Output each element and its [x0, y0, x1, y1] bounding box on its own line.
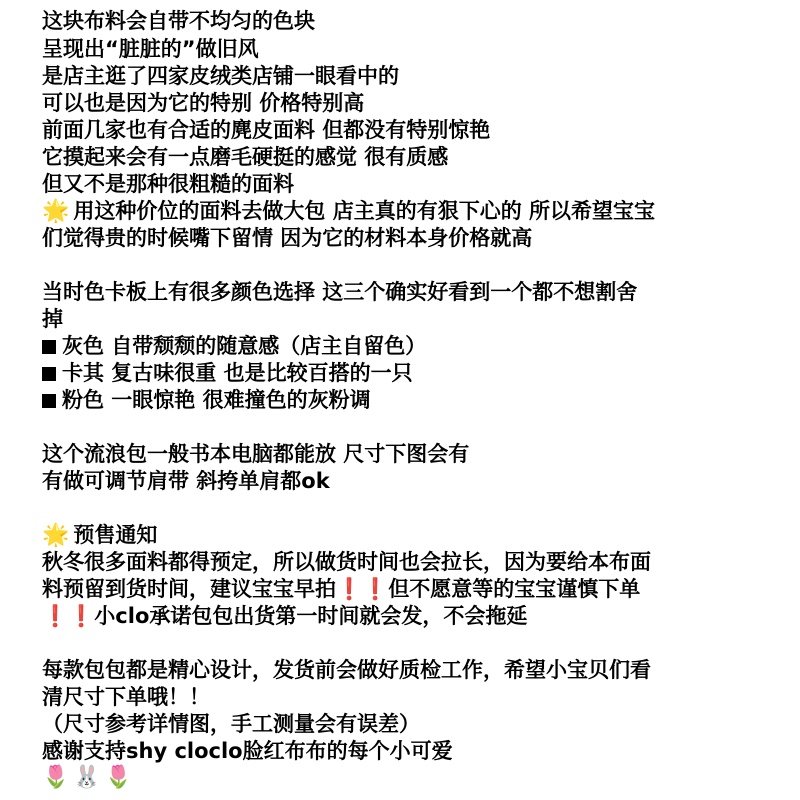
bullet-line — [42, 387, 776, 413]
text-line: 这块布料会自带不均匀的色块 — [42, 9, 315, 33]
text-line: 呈现出“脏脏的”做旧风 — [42, 37, 259, 61]
text-segment: 灰色 自带颓颓的随意感（店主自留色） — [62, 334, 427, 358]
text-line: 是店主逛了四家皮绒类店铺一眼看中的 — [42, 64, 399, 88]
text-line: 们觉得贵的时候嘴下留情 因为它的材料本身价格就高 — [42, 226, 533, 250]
section-heading: 预售通知 — [73, 523, 158, 547]
text-line: 它摸起来会有一点磨毛硬挺的感觉 很有质感 — [42, 145, 449, 169]
exclamation-icon: ❗❗ — [336, 577, 389, 601]
text-segment: 料预留到货时间，建议宝宝早拍 — [42, 577, 336, 601]
text-segment: 但不愿意等的宝宝谨慎下单 — [388, 577, 641, 601]
text-line: 前面几家也有合适的麂皮面料 但都没有特别惊艳 — [42, 118, 491, 142]
bullet-square-icon — [42, 367, 56, 381]
bullet-square-icon — [42, 340, 56, 354]
text-line: 有做可调节肩带 斜挎单肩都ok — [42, 469, 330, 493]
bullet-square-icon — [42, 394, 56, 408]
text-line: 掉 — [42, 307, 63, 331]
star-icon: 🌟 — [42, 199, 70, 224]
text-line — [42, 198, 776, 225]
text-segment: 小clo承诺包包出货第一时间就会发，不会拖延 — [94, 604, 528, 628]
tulip-icon: 🌷 — [104, 765, 133, 790]
text-segment: 粉色 一眼惊艳 很难撞色的灰粉调 — [62, 388, 371, 412]
text-segment: 卡其 复古味很重 也是比较百搭的一只 — [62, 361, 413, 385]
text-line: 当时色卡板上有很多颜色选择 这三个确实好看到一个都不想割舍 — [42, 280, 638, 304]
text-line: 感谢支持shy cloclo脸红布布的每个小可爱 — [42, 739, 453, 763]
text-line: 清尺寸下单哦！！ — [42, 685, 210, 709]
text-line — [42, 576, 776, 602]
bullet-line — [42, 333, 776, 359]
text-line: （尺寸参考详情图，手工测量会有误差） — [42, 712, 420, 736]
emoji-line — [42, 764, 776, 791]
text-line — [42, 603, 776, 629]
text-line: 秋冬很多面料都得预定，所以做货时间也会拉长，因为要给本布面 — [42, 550, 651, 574]
tulip-icon: 🌷 — [42, 765, 70, 790]
text-line — [42, 522, 776, 549]
text-line: 可以也是因为它的特别 价格特别高 — [42, 91, 365, 115]
text-segment: 用这种价位的面料去做大包 店主真的有狠下心的 所以希望宝宝 — [73, 199, 656, 223]
exclamation-icon: ❗❗ — [42, 604, 95, 628]
bunny-icon: 🐰 — [73, 765, 101, 790]
star-icon: 🌟 — [42, 523, 70, 548]
bullet-line — [42, 360, 776, 386]
text-line: 但又不是那种很粗糙的面料 — [42, 172, 294, 196]
text-line: 这个流浪包一般书本电脑都能放 尺寸下图会有 — [42, 442, 470, 466]
text-line: 每款包包都是精心设计，发货前会做好质检工作，希望小宝贝们看 — [42, 658, 651, 682]
